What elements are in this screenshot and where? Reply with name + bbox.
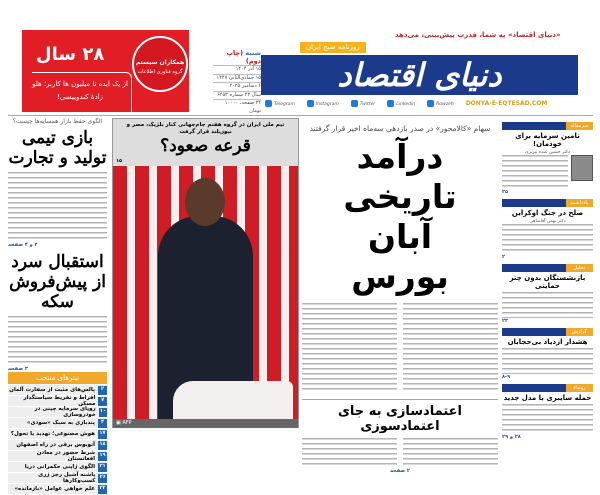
article-text bbox=[502, 224, 593, 254]
right-headline: بازنشستگان بدون چتر حمایتی bbox=[509, 274, 586, 290]
right-headline: صلح در جنگ اوکراین bbox=[511, 209, 584, 217]
pick-item[interactable] bbox=[8, 429, 107, 439]
instagram-label: Instagram bbox=[315, 102, 339, 107]
pick-page: ۱۸ bbox=[98, 441, 107, 450]
instagram-link[interactable] bbox=[307, 100, 339, 107]
ad-tagline: از یک ایده تا میلیون ها کاربر؛ هلو زادهٔ کندوییسی! bbox=[32, 80, 128, 101]
pick-page: ۲۱ bbox=[98, 463, 107, 472]
pick-title: رویای سرمایه چینی در خودروسازی bbox=[34, 406, 96, 418]
pick-page: ۲۲ bbox=[98, 485, 107, 494]
section-bar bbox=[502, 264, 593, 272]
advertisement-banner[interactable] bbox=[22, 30, 189, 112]
right-item[interactable] bbox=[502, 328, 593, 380]
right-headline: تامین سرمایه برای خودمان! bbox=[515, 132, 580, 148]
main-headline-2[interactable]: اعتمادسازی به جای اعتمادسوزی bbox=[338, 404, 462, 434]
issue-price: ۲۴ صفحه، ۱۰۰۰۰ تومان bbox=[213, 100, 261, 116]
section-label: گزارش bbox=[566, 328, 593, 336]
pick-page: ۴ bbox=[98, 419, 107, 428]
pick-page: ۲۶ bbox=[98, 474, 107, 483]
pick-item[interactable] bbox=[8, 385, 107, 395]
section-stripe bbox=[502, 328, 566, 336]
main-body bbox=[302, 303, 498, 393]
slogan: «دنیای اقتصاد» به شما، قدرت پیش‌بینی، می‌دهد bbox=[395, 31, 561, 39]
pick-page: ۱۹ bbox=[98, 452, 107, 461]
pick-title: پاشنه آشیل رجز ژری کسب‌وکارها bbox=[38, 472, 96, 484]
main-headline[interactable]: درآمد تاریخی آبان بورس bbox=[343, 137, 457, 296]
article-text bbox=[302, 303, 397, 393]
author-photo bbox=[571, 155, 593, 181]
left-column bbox=[8, 118, 107, 495]
section-stripe bbox=[502, 199, 566, 207]
pick-title: افراط و تفریط سیاستگذار مسکن bbox=[23, 395, 96, 407]
pick-item[interactable] bbox=[8, 473, 107, 483]
page-ref: ۸-۹ bbox=[502, 374, 511, 380]
podium bbox=[173, 381, 293, 419]
pick-item[interactable] bbox=[8, 396, 107, 406]
ad-brand-logo bbox=[132, 36, 188, 92]
pick-item[interactable] bbox=[8, 440, 107, 450]
divider bbox=[302, 399, 498, 400]
issue-info bbox=[213, 50, 261, 116]
page-ref: ۲ bbox=[502, 254, 506, 260]
second-body bbox=[302, 438, 498, 468]
photo-story[interactable] bbox=[112, 118, 299, 428]
page-ref: ۱۵ bbox=[116, 158, 123, 164]
pick-title: هوش مصنوعی؛ تهدید یا تحول؟ bbox=[10, 431, 95, 437]
rowzeh-link[interactable] bbox=[427, 100, 454, 107]
section-bar bbox=[502, 122, 593, 130]
section-label: سرمقاله bbox=[566, 122, 593, 130]
pick-title: شرط حضور در معادن افغانستان bbox=[36, 450, 96, 462]
masthead-tag: روزنامه صبح ایران bbox=[300, 42, 366, 53]
pick-item[interactable] bbox=[8, 451, 107, 461]
right-item[interactable] bbox=[502, 122, 593, 195]
page-ref: ۲۵ bbox=[502, 189, 509, 195]
article-text bbox=[502, 348, 593, 374]
left-headline-1[interactable]: بازی تیمی تولید و تجارت bbox=[8, 128, 107, 168]
photo-credit: ▣ AFP bbox=[113, 419, 298, 428]
masthead-divider bbox=[8, 115, 593, 116]
person-head bbox=[185, 178, 225, 226]
linkedin-label: Linkedin bbox=[396, 102, 416, 107]
right-item[interactable] bbox=[502, 264, 593, 324]
linkedin-link[interactable] bbox=[387, 100, 415, 107]
pick-page: ۱۰ bbox=[99, 408, 107, 417]
ad-brand-sub: گروه فناوری اطلاعات bbox=[137, 69, 183, 75]
page-ref: ۳ و ۴ صفحه bbox=[8, 242, 38, 248]
section-label: تحلیل bbox=[566, 264, 593, 272]
left-headline-2[interactable]: استقبال سرد از پیش‌فروش سکه bbox=[9, 252, 106, 312]
telegram-link[interactable] bbox=[265, 100, 295, 107]
article-text bbox=[403, 303, 498, 393]
right-item[interactable] bbox=[502, 384, 593, 440]
main-story bbox=[302, 118, 498, 474]
right-column bbox=[502, 118, 593, 440]
date-gregorian: ۶ دسامبر ۲۰۲۵ bbox=[213, 83, 261, 92]
section-stripe bbox=[502, 264, 566, 272]
section-bar bbox=[502, 384, 593, 392]
issue-edition: (چاپ دوم) bbox=[226, 49, 261, 65]
article-text bbox=[8, 316, 107, 366]
section-stripe bbox=[502, 122, 566, 130]
credit-text: AFP bbox=[122, 420, 132, 426]
section-stripe bbox=[502, 384, 566, 392]
page-ref: ۲۳ bbox=[502, 318, 509, 324]
newspaper-logo: دنیای اقتصاد bbox=[337, 56, 502, 94]
article-text bbox=[502, 292, 593, 318]
page-ref: ۳ صفحه bbox=[8, 366, 28, 372]
pick-title: پندبازی به سبک «سودی» bbox=[26, 420, 95, 426]
right-headline: هشدار ازدیاد بی‌حجابان bbox=[507, 338, 588, 346]
right-item[interactable] bbox=[502, 199, 593, 260]
pick-page: ۱۷ bbox=[98, 430, 107, 439]
center-kicker: تیم ملی ایران در گروه هفتم جام‌جهانی کنار بلژیک، مصر و نیوزیلند قرار گرفت bbox=[126, 122, 285, 135]
pick-title: پالس‌های مثبت از سفارت آلمان bbox=[9, 387, 95, 393]
twitter-label: Twitter bbox=[359, 102, 376, 107]
twitter-icon bbox=[351, 100, 358, 107]
author: دکتر بهمن آقاشاهی bbox=[529, 219, 566, 224]
pick-title: الگوی ژاپنی حکمرانی دریا bbox=[24, 464, 95, 470]
social-row bbox=[265, 100, 580, 107]
pick-title: علم خواهی عوامل «بازمانده» bbox=[14, 486, 95, 492]
picks-list bbox=[8, 385, 107, 494]
right-headline: حمله سایبری با مدل جدید bbox=[503, 394, 592, 402]
pick-item[interactable] bbox=[8, 407, 107, 417]
telegram-icon bbox=[265, 100, 272, 107]
instagram-icon bbox=[307, 100, 314, 107]
page-ref: ۲ صفحه bbox=[390, 468, 410, 474]
page-ref: ۲۸ و ۲۹ bbox=[502, 434, 521, 440]
article-text bbox=[403, 438, 498, 468]
pick-item[interactable] bbox=[8, 462, 107, 472]
news-photo bbox=[113, 166, 298, 419]
pick-page: ۲ bbox=[98, 386, 107, 395]
picks-header: تیترهای منتخب bbox=[8, 372, 107, 384]
section-label: رویداد bbox=[566, 384, 593, 392]
rowzeh-label: Rowzeh bbox=[436, 102, 454, 107]
date-lunar: ۱۵ جمادی‌الثانی ۱۴۴۷ bbox=[213, 75, 261, 84]
main-kicker: سهام «کالامحور» در صدر بازدهی سه‌ماه اخیر قرار گرفتند bbox=[309, 124, 491, 133]
article-text bbox=[302, 438, 397, 468]
left-kicker: الگوی حفظ بازار همسایه‌ها چیست؟ bbox=[12, 118, 103, 125]
ad-years: ۲۸ سال bbox=[36, 44, 105, 65]
pick-item[interactable] bbox=[8, 484, 107, 494]
telegram-label: Telegram bbox=[274, 102, 295, 107]
center-headline: قرعه صعود؟ bbox=[160, 136, 251, 156]
article-text bbox=[502, 155, 568, 189]
date-solar: ۱۵ آذر ۱۴۰۴ bbox=[213, 66, 261, 75]
ad-brand: همکاران سیستم bbox=[135, 59, 185, 66]
section-bar bbox=[502, 328, 593, 336]
article-text bbox=[502, 404, 593, 434]
issue-number: سال ۲۳ شماره ۶۴۵۳ bbox=[213, 92, 261, 101]
article-text bbox=[8, 172, 107, 242]
website-link[interactable]: DONYA-E-EQTESAD.COM bbox=[465, 100, 548, 107]
twitter-link[interactable] bbox=[351, 100, 375, 107]
issue-day: شنبه bbox=[245, 49, 261, 57]
pick-page: ۷ bbox=[98, 397, 107, 406]
author: دکتر حسین عبده تبریزی bbox=[525, 150, 570, 155]
section-label: یادداشت bbox=[566, 199, 593, 207]
pick-title: آتوبوس برقی در راه اصفهان bbox=[16, 442, 95, 448]
rowzeh-icon bbox=[427, 100, 434, 107]
section-bar bbox=[502, 199, 593, 207]
pick-item[interactable] bbox=[8, 418, 107, 428]
linkedin-icon bbox=[387, 100, 394, 107]
